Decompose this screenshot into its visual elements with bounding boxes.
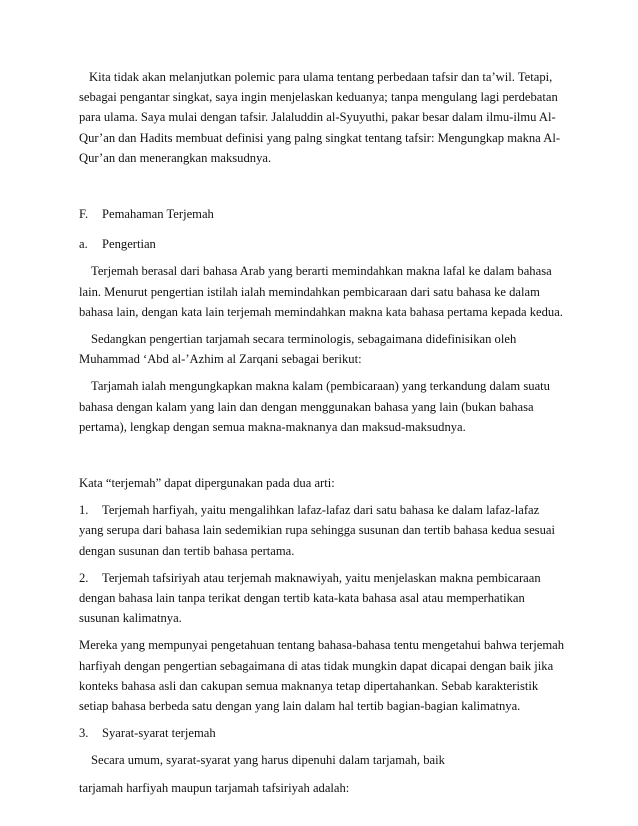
section-spacer [79,437,566,473]
section-spacer [79,168,566,204]
requirements-line-1: Secara umum, syarat-syarat yang harus dipenuhi dalam tarjamah, baik [91,753,445,768]
requirements-number: 3. [79,726,89,741]
meaning-number: 1. [79,503,89,518]
definition-quote: Tarjamah ialah mengungkapkan makna kalam (pembicaraan) yang terkandung dalam suatu bahasa dengan kalam yang lain dan dengan menggunakan bahasa yang lain (bukan bahasa pertama), lengkap dengan semua makna-maknanya dan maksud-maksudnya. [79,379,550,434]
meaning-item-2 [79,568,566,629]
spacer [79,369,566,376]
requirements-heading [79,723,566,743]
section-title: Pemahaman Terjemah [102,207,214,222]
spacer [79,716,566,723]
spacer [79,771,566,778]
meanings-intro: Kata “terjemah” dapat dipergunakan pada dua arti: [79,476,335,491]
spacer [79,224,566,234]
requirements-line-2: tarjamah harfiyah maupun tarjamah tafsiriyah adalah: [79,780,350,795]
subsection-marker: a. [79,237,88,252]
knowledge-paragraph: Mereka yang mempunyai pengetahuan tentang bahasa-bahasa tentu mengetahui bahwa terjemah harfiyah dengan pengertian sebagaimana di atas tidak mungkin dapat dicapai dengan baik jika konteks bahasa asli dan cakupan semua maknanya tetap dipertahankan. Sebab karakteristik setiap bahasa berbeda satu dengan yang lain dalam hal tertib bagian-bagian kalimatnya. [79,638,565,714]
meaning-number: 2. [79,570,89,585]
subsection-title: Pengertian [102,237,156,252]
meaning-text: Terjemah tafsiriyah atau terjemah maknawiyah, yaitu menjelaskan makna pembicaraan dengan bahasa lain tanpa terikat dengan tertib kata-kata bahasa asal atau memperhatikan susunan kalimatnya. [79,570,541,626]
intro-paragraph: Kita tidak akan melanjutkan polemic para ulama tentang perbedaan tafsir dan ta’wil. Tetapi, sebagai pengantar singkat, saya ingin menjelaskan keduanya; tanpa mengulang lagi perdebatan para ulama. Saya mulai dengan tafsir. Jalaluddin al-Syuyuthi, pakar besar dalam ilmu-ilmu Al-Qur’an dan Hadits membuat definisi yang palng singkat tentang tafsir: Mengungkap makna Al-Qur’an dan menerangkan maksudnya. [79,70,561,165]
meaning-item-1 [79,500,566,561]
spacer [79,743,566,750]
definition-paragraph-1: Terjemah berasal dari bahasa Arab yang berarti memindahkan makna lafal ke dalam bahasa lain. Menurut pengertian istilah ialah memindahkan pembicaraan dari satu bahasa ke dalam bahasa lain, dengan kata lain terjemah memindahkan makna kata bahasa pertama kepada kedua. [79,264,563,319]
spacer [79,493,566,500]
requirements-title: Syarat-syarat terjemah [102,726,216,741]
spacer [79,628,566,635]
spacer [79,254,566,261]
section-marker: F. [79,207,89,222]
spacer [79,561,566,568]
definition-paragraph-2: Sedangkan pengertian tarjamah secara terminologis, sebagaimana didefinisikan oleh Muhammad ‘Abd al-’Azhim al Zarqani sebagai berikut: [79,332,517,367]
section-heading [79,204,566,224]
subsection-heading [79,234,566,254]
spacer [79,322,566,329]
meaning-text: Terjemah harfiyah, yaitu mengalihkan lafaz-lafaz dari satu bahasa ke dalam lafaz-lafaz yang serupa dari bahasa lain sedemikian rupa sehingga susunan dan tertib bahasa kedua sesuai dengan susunan dan tertib bahasa pertama. [79,503,555,558]
